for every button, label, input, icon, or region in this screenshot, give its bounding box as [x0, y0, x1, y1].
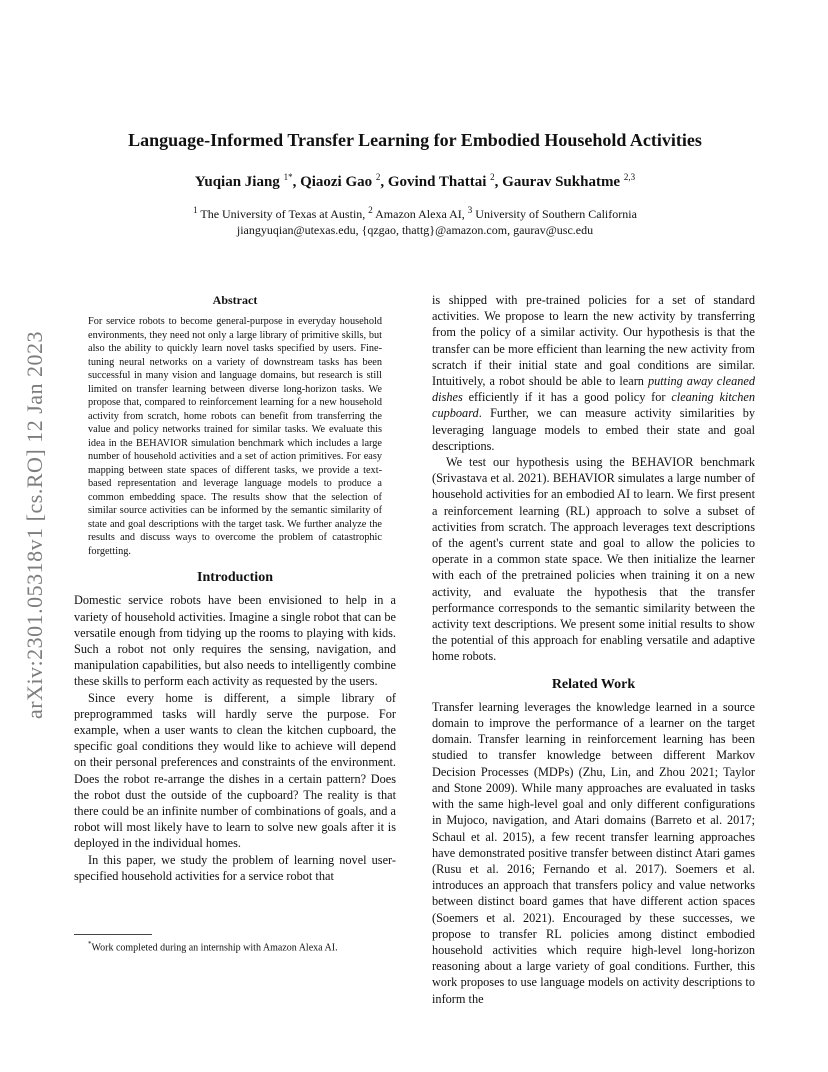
introduction-paragraph: We test our hypothesis using the BEHAVIOR benchmark (Srivastava et al. 2021). BEHAVIOR simulates a large number of household activities for an embodied AI to learn. We first present a reinforcement learning (RL) approach to solve a subset of activities from scratch. The approach leverages text descriptions of the agent's current state and goal to allow the policies to operate in a common state space. We then initialize the learner with each of the pretrained policies when training it on a new activity, and evaluate the hypothesis that the transfer performance corresponds to the semantic similarity between the activity text descriptions. We present some initial results to show the potential of this approach for enabling versatile and adaptive home robots.	[432, 455, 755, 664]
affiliation-mark: 1	[193, 205, 198, 215]
affiliation-name: Amazon Alexa AI,	[375, 207, 465, 221]
author-affiliation-mark: 2	[375, 172, 381, 182]
footnote	[88, 938, 398, 954]
author-affiliation-mark: 2,3	[623, 172, 636, 182]
affiliation-name: University of Southern California	[475, 207, 637, 221]
introduction-continuation-paragraph	[432, 292, 755, 454]
author-name: Qiaozi Gao	[300, 174, 373, 190]
footnote-text: Work completed during an internship with Amazon Alexa AI.	[91, 942, 338, 954]
affiliations	[70, 202, 760, 238]
abstract-heading: Abstract	[212, 293, 258, 307]
right-column	[432, 292, 755, 1007]
author-affiliation-mark: 2	[490, 172, 495, 182]
author-name: Gaurav Sukhatme	[502, 174, 621, 190]
author-name: Yuqian Jiang	[194, 174, 280, 190]
arxiv-identifier-stamp	[10, 290, 60, 760]
abstract-text: For service robots to become general-purpose in everyday household environments, they need not only a large library of primitive skills, but also the ability to quickly learn novel tasks specified by users. Fine-tuning neural networks on a variety of downstream tasks has been successful in many vision and language domains, but research is still limited on transfer learning between diverse long-horizon tasks. We propose that, compared to reinforcement learning for a new household activity from scratch, home robots can benefit from transferring the value and policy networks trained for similar tasks. We evaluate this idea in the BEHAVIOR simulation benchmark which includes a large number of household activities and a set of action primitives. For easy mapping between state spaces of different tasks, we provide a text-based representation and leverage language models to produce a common embedding space. The results show that the selection of similar source activities can be informed by the semantic similarity of state and goal descriptions with the target task. We further analyze the results and discuss ways to overcome the problem of catastrophic forgetting.	[88, 316, 382, 557]
paragraph-text: efficiently if it has a good policy for	[462, 390, 672, 405]
introduction-paragraph: Domestic service robots have been envisioned to help in a variety of household activities. Imagine a single robot that can be versatile enough from tidying up the rooms to playing with kids. Such a robot not only requires the sensing, navigation, and manipulation capabilities, but also needs to intelligently combine these skills to perform each activity as requested by the users.	[74, 593, 396, 689]
arxiv-identifier-text: arXiv:2301.05318v1 [cs.RO] 12 Jan 2023	[22, 330, 48, 720]
example-activity-text: cleaning kitchen cupboard	[432, 390, 755, 421]
example-activity-text: putting away cleaned dishes	[432, 374, 755, 405]
related-work-heading: Related Work	[551, 676, 636, 692]
paragraph-text: is shipped with pre-trained policies for a set of standard activities. We propose to learn the new activity by transferring from the policy of a similar activity. Our hypothesis is that the transfer can be more efficient than learning the new activity from scratch if their initial state and goal conditions are similar. Intuitively, a robot should be able to learn	[432, 293, 755, 389]
footnote-mark: *	[88, 940, 92, 948]
introduction-paragraph: In this paper, we study the problem of learning novel user-specified household activities for a service robot that	[74, 852, 396, 883]
affiliation-mark: 2	[368, 205, 373, 215]
author-affiliation-mark: 1*	[283, 172, 293, 182]
author-name: Govind Thattai	[387, 174, 487, 190]
author-list: Yuqian Jiang $^{1*}$, Qiaozi Gao $^2$, Govind Thattai $^2$, Gaurav Sukhatme $^{2,3}$	[194, 172, 636, 190]
left-column	[74, 292, 396, 884]
paper-title: Language-Informed Transfer Learning for Embodied Household Activities	[128, 130, 702, 150]
footnote-rule	[74, 934, 152, 935]
introduction-paragraph: Since every home is different, a simple library of preprogrammed tasks will hardly serve the purpose. For example, when a user wants to clean the kitchen cupboard, the specific goal conditions they would like to achieve will depend on their personal preferences and constraints of the environment. Does the robot re-arrange the dishes in a certain pattern? Does the robot dust the outside of the cupboard? The reality is that there could be an infinite number of combinations of goals, and a robot will most likely have to learn to solve new goals after it is deployed in the individual homes.	[74, 690, 396, 851]
affiliation-mark: 3	[467, 205, 473, 215]
abstract-body	[74, 315, 396, 558]
author-emails: jiangyuqian@utexas.edu, {qzgao, thattg}@amazon.com, gaurav@usc.edu	[236, 223, 594, 237]
related-work-paragraph: Transfer learning leverages the knowledge learned in a source domain to improve the performance of a learner on the target domain. Transfer learning in reinforcement learning has been studied to transfer knowledge between different Markov Decision Processes (MDPs) (Zhu, Lin, and Zhou 2021; Taylor and Stone 2009). While many approaches are evaluated in tasks with the same high-level goal and only different configurations in Mujoco, navigation, and Atari domains (Barreto et al. 2017; Schaul et al. 2015), a few recent transfer learning approaches have demonstrated positive transfer between distinct Atari games (Rusu et al. 2016; Fernando et al. 2017). Soemers et al. introduces an approach that transfers policy and value networks between distinct board games that have different action spaces (Soemers et al. 2021). Encouraged by these successes, we propose to transfer RL policies among distinct embodied household activities which require high-level long-horizon reasoning about a large variety of goal conditions. Further, this work proposes to use language models on activity descriptions to inform the	[432, 699, 755, 1006]
affiliation-name: The University of Texas at Austin,	[200, 207, 366, 221]
paragraph-text: . Further, we can measure activity similarities by leveraging language models to embed their state and goal descriptions.	[432, 406, 755, 453]
introduction-heading: Introduction	[197, 570, 273, 586]
